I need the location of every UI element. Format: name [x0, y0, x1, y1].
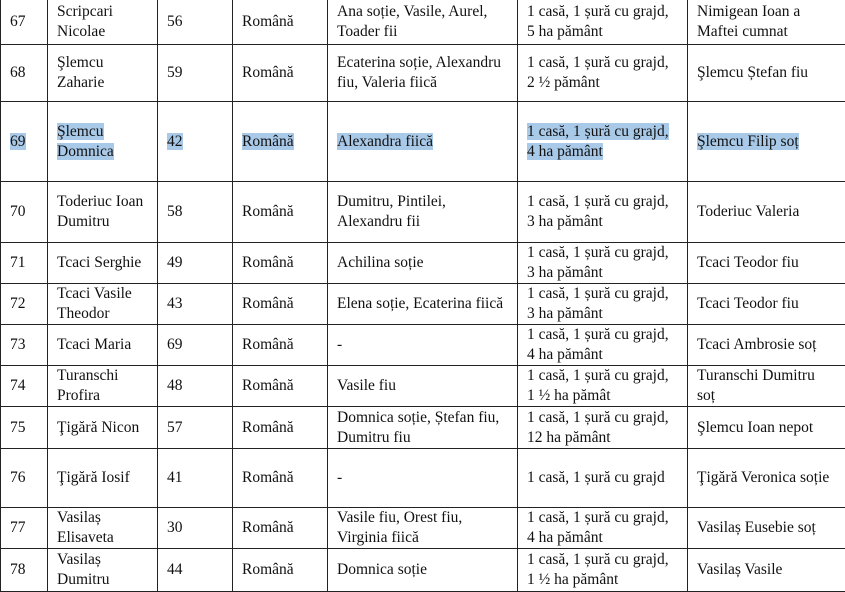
table-row	[1, 366, 845, 407]
person-name: Vasilaș Elisaveta	[48, 508, 158, 549]
nationality: Română	[233, 508, 328, 549]
heir: Nimigean Ioan a Maftei cumnat	[688, 0, 845, 45]
person-name: Ţigără Iosif	[48, 449, 158, 508]
row-number: 70	[1, 182, 48, 243]
row-number: 78	[1, 549, 48, 592]
family-members: Ecaterina soție, Alexandru fiu, Valeria fiică	[328, 45, 518, 102]
family-members: Dumitru, Pintilei, Alexandru fii	[328, 182, 518, 243]
row-number: 68	[1, 45, 48, 102]
person-name: Şlemcu Domnica	[57, 123, 114, 160]
row-number: 69	[10, 133, 26, 150]
row-number: 75	[1, 407, 48, 449]
person-age: 56	[158, 0, 233, 45]
row-number: 74	[1, 366, 48, 407]
row-number: 77	[1, 508, 48, 549]
person-name: Tcaci Serghie	[48, 243, 158, 284]
heir: Vasilaș Vasile	[688, 549, 845, 592]
assets: 1 casă, 1 șură cu grajd, 1 ½ ha pămât	[518, 366, 688, 407]
person-name: Tcaci Vasile Theodor	[48, 284, 158, 325]
person-name: Turanschi Profira	[48, 366, 158, 407]
person-name: Toderiuc Ioan Dumitru	[48, 182, 158, 243]
assets: 1 casă, 1 șură cu grajd, 5 ha pământ	[518, 0, 688, 45]
person-age: 41	[158, 449, 233, 508]
family-members: Vasile fiu	[328, 366, 518, 407]
assets: 1 casă, 1 șură cu grajd, 4 ha pământ	[518, 508, 688, 549]
assets: 1 casă, 1 șură cu grajd, 3 ha pământ	[518, 243, 688, 284]
family-members: Ana soție, Vasile, Aurel, Toader fii	[328, 0, 518, 45]
table-row	[1, 325, 845, 366]
nationality: Română	[242, 133, 294, 150]
table-row	[1, 243, 845, 284]
nationality: Română	[233, 449, 328, 508]
heir: Şlemcu Ștefan fiu	[688, 45, 845, 102]
family-members: Vasile fiu, Orest fiu, Virginia fiică	[328, 508, 518, 549]
table-row	[1, 549, 845, 592]
heir: Tcaci Teodor fiu	[688, 284, 845, 325]
table-row-selected	[1, 102, 845, 182]
heir: Şlemcu Filip soț	[697, 133, 799, 150]
family-members: Domnica soție	[328, 549, 518, 592]
heir: Ţigără Veronica soție	[688, 449, 845, 508]
table-row	[1, 449, 845, 508]
row-number: 72	[1, 284, 48, 325]
person-age: 30	[158, 508, 233, 549]
nationality: Română	[233, 45, 328, 102]
heir: Turanschi Dumitru soț	[688, 366, 845, 407]
person-age: 69	[158, 325, 233, 366]
family-members: Alexandra fiică	[337, 133, 433, 150]
heir: Tcaci Ambrosie soț	[688, 325, 845, 366]
row-number: 73	[1, 325, 48, 366]
family-members: Elena soție, Ecaterina fiică	[328, 284, 518, 325]
assets: 1 casă, 1 șură cu grajd, 4 ha pământ	[527, 123, 669, 160]
assets: 1 casă, 1 șură cu grajd, 4 ha pământ	[518, 325, 688, 366]
person-age: 59	[158, 45, 233, 102]
assets: 1 casă, 1 șură cu grajd, 3 ha pământ	[518, 182, 688, 243]
row-number: 71	[1, 243, 48, 284]
assets: 1 casă, 1 șură cu grajd, 12 ha pământ	[518, 407, 688, 449]
nationality: Română	[233, 407, 328, 449]
family-members: -	[328, 449, 518, 508]
nationality: Română	[233, 0, 328, 45]
table-row	[1, 182, 845, 243]
heir: Toderiuc Valeria	[688, 182, 845, 243]
person-age: 57	[158, 407, 233, 449]
table-row	[1, 407, 845, 449]
person-name: Scripcari Nicolae	[48, 0, 158, 45]
person-age: 58	[158, 182, 233, 243]
person-age: 42	[167, 133, 183, 150]
assets: 1 casă, 1 șură cu grajd, 3 ha pământ	[518, 284, 688, 325]
person-name: Şlemcu Zaharie	[48, 45, 158, 102]
nationality: Română	[233, 549, 328, 592]
row-number: 67	[1, 0, 48, 45]
table-row	[1, 284, 845, 325]
heir: Vasilaș Eusebie soț	[688, 508, 845, 549]
person-age: 49	[158, 243, 233, 284]
person-name: Vasilaș Dumitru	[48, 549, 158, 592]
assets: 1 casă, 1 șură cu grajd	[518, 449, 688, 508]
table-row	[1, 45, 845, 102]
row-number: 76	[1, 449, 48, 508]
person-age: 44	[158, 549, 233, 592]
table-row	[1, 508, 845, 549]
family-members: Achilina soție	[328, 243, 518, 284]
assets: 1 casă, 1 șură cu grajd, 2 ½ pământ	[518, 45, 688, 102]
person-age: 43	[158, 284, 233, 325]
family-members: -	[328, 325, 518, 366]
heir: Tcaci Teodor fiu	[688, 243, 845, 284]
nationality: Română	[233, 284, 328, 325]
nationality: Română	[233, 243, 328, 284]
assets: 1 casă, 1 șură cu grajd, 1 ½ ha pământ	[518, 549, 688, 592]
person-age: 48	[158, 366, 233, 407]
family-members: Domnica soție, Ștefan fiu, Dumitru fiu	[328, 407, 518, 449]
nationality: Română	[233, 366, 328, 407]
person-name: Ţigără Nicon	[48, 407, 158, 449]
person-name: Tcaci Maria	[48, 325, 158, 366]
heir: Şlemcu Ioan nepot	[688, 407, 845, 449]
nationality: Română	[233, 182, 328, 243]
table-row	[1, 0, 845, 45]
nationality: Română	[233, 325, 328, 366]
